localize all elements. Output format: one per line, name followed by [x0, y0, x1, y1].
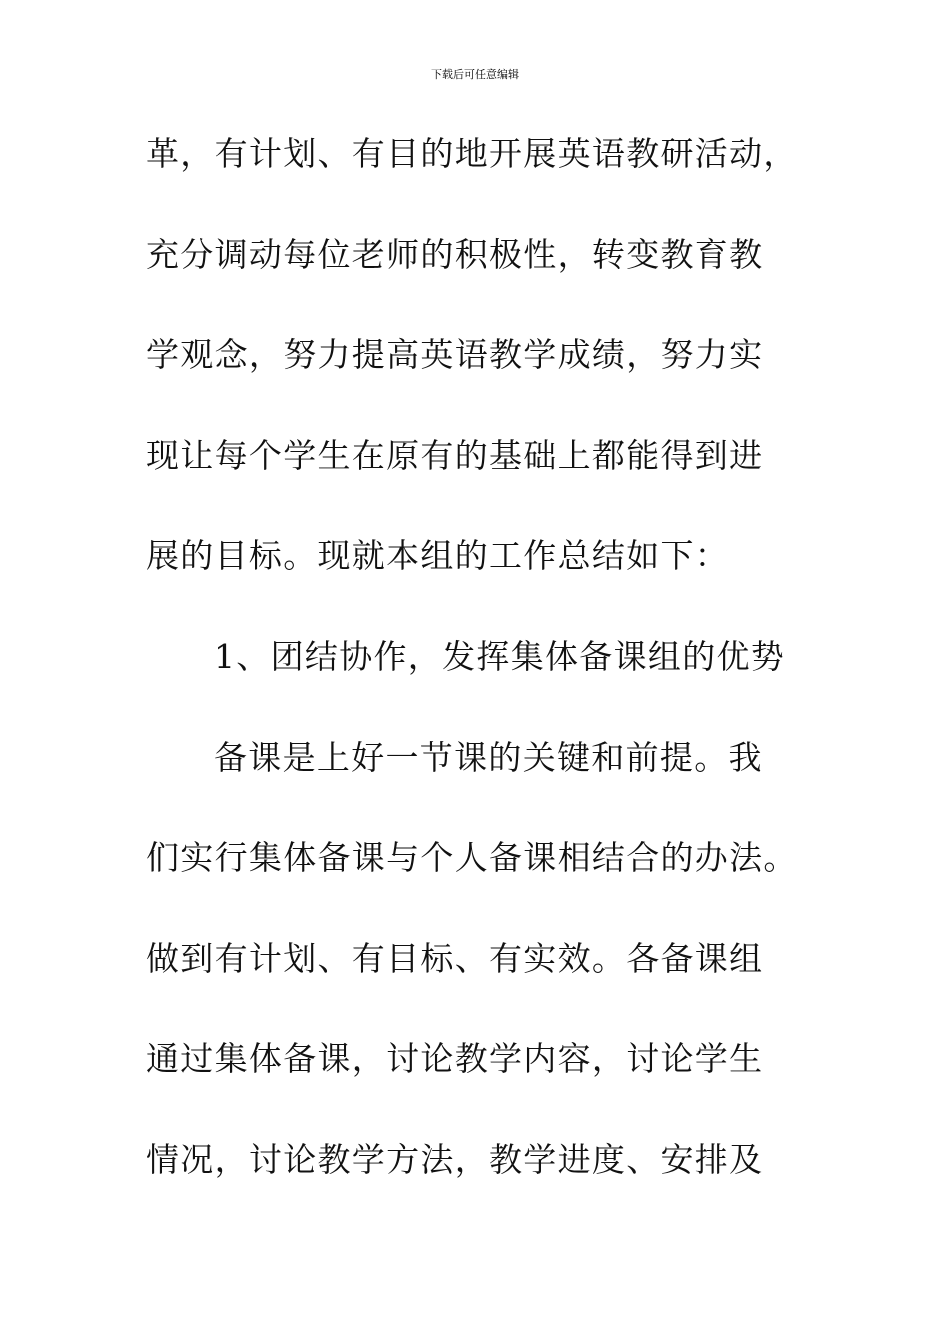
text-line: 充分调动每位老师的积极性，转变教育教 — [146, 234, 764, 274]
text-line: 备课是上好一节课的关键和前提。我 — [214, 737, 763, 777]
section-heading: 1、团结协作，发挥集体备课组的优势 — [214, 636, 786, 676]
text-line: 通过集体备课，讨论教学内容，讨论学生 — [146, 1039, 764, 1079]
text-line: 现让每个学生在原有的基础上都能得到进 — [146, 435, 764, 475]
text-line: 情况，讨论教学方法，教学进度、安排及 — [146, 1139, 764, 1179]
document-body — [146, 126, 806, 1233]
text-line: 学观念，努力提高英语教学成绩，努力实 — [146, 335, 764, 375]
text-line: 做到有计划、有目标、有实效。各备课组 — [146, 938, 764, 978]
text-line: 们实行集体备课与个人备课相结合的办法。 — [146, 838, 798, 878]
text-line: 展的目标。现就本组的工作总结如下： — [146, 536, 730, 576]
text-line: 革，有计划、有目的地开展英语教研活动， — [146, 134, 798, 173]
header-note: 下载后可任意编辑 — [431, 68, 519, 81]
